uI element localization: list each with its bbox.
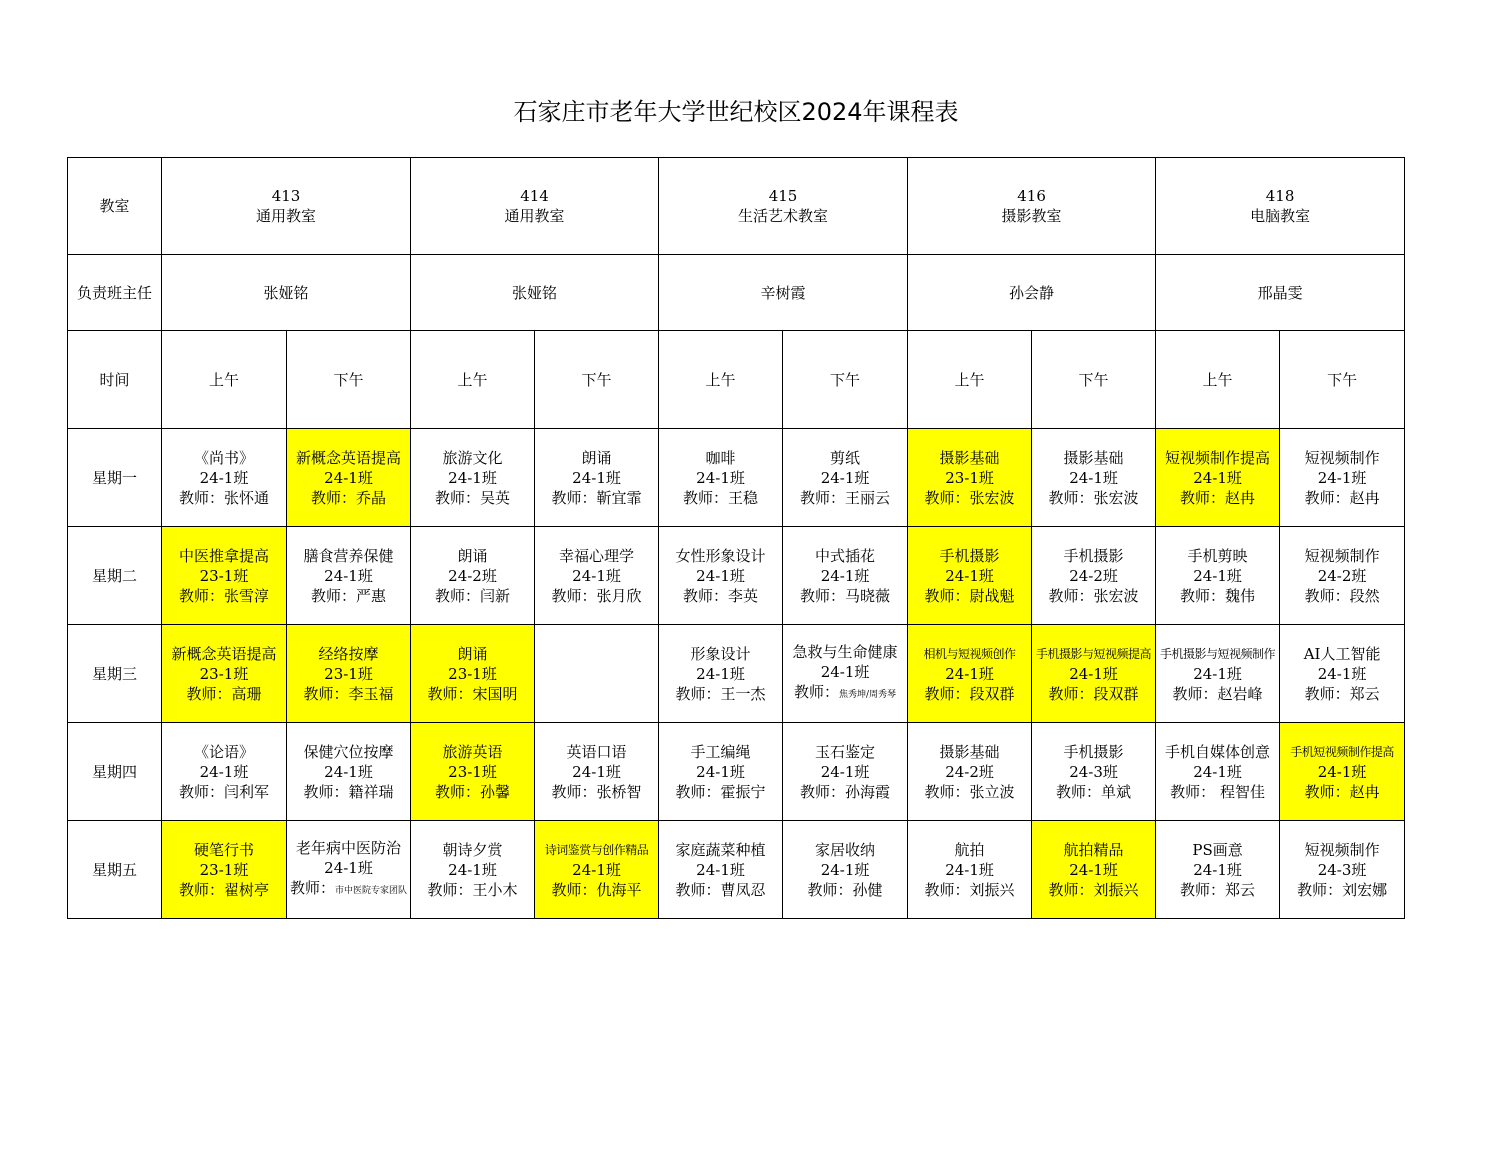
- head-teacher-label: 负责班主任: [68, 255, 162, 331]
- teacher-name: [1280, 782, 1404, 802]
- course-name: 家庭蔬菜种植: [675, 840, 766, 859]
- course-cell: [783, 527, 908, 625]
- teacher-prefix: 教师：: [794, 683, 840, 701]
- class-code: 23-1班: [448, 664, 497, 683]
- class-code: 24-1班: [572, 468, 621, 487]
- teacher-name: [535, 880, 658, 900]
- class-code: 24-1班: [945, 566, 994, 585]
- course-cell: [287, 625, 411, 723]
- teacher-prefix: 教师：张桥智: [551, 782, 642, 801]
- teacher-prefix: 教师：王小木: [427, 880, 518, 899]
- course-name: 手机摄影: [1063, 546, 1124, 565]
- teacher-prefix: 教师：张宏波: [1048, 586, 1139, 605]
- course-cell: [659, 723, 783, 821]
- class-code: 24-1班: [448, 468, 497, 487]
- room-header: [162, 158, 411, 255]
- teacher-prefix: 教师：马晓薇: [800, 586, 891, 605]
- teacher-name: [411, 684, 534, 704]
- course-cell: [162, 625, 287, 723]
- room-row: [68, 158, 1405, 255]
- class-code: 24-1班: [324, 762, 373, 781]
- class-code: 24-1班: [820, 860, 870, 879]
- teacher-name: [287, 586, 410, 606]
- course-name: 形象设计: [690, 644, 751, 663]
- head-teacher-name: 孙会静: [908, 255, 1156, 331]
- teacher-name: [1280, 684, 1404, 704]
- class-code: 24-1班: [1193, 762, 1242, 781]
- teacher-name: [1280, 586, 1404, 606]
- period-cell: 下午: [1280, 331, 1405, 429]
- teacher-name: [659, 684, 782, 704]
- course-name: 手工编绳: [690, 742, 751, 761]
- course-cell: [411, 625, 535, 723]
- class-code: 24-1班: [1069, 664, 1118, 683]
- course-name: 手机摄影与短视频制作: [1160, 646, 1276, 661]
- class-code: 24-1班: [696, 664, 745, 683]
- teacher-name: [659, 586, 782, 606]
- class-code: 24-1班: [945, 664, 994, 683]
- teacher-prefix: 教师：高珊: [186, 684, 262, 703]
- class-code: 24-1班: [1193, 664, 1242, 683]
- teacher-prefix: 教师：王稳: [683, 488, 759, 507]
- teacher-name: [1156, 880, 1279, 900]
- class-code: 24-1班: [572, 762, 621, 781]
- course-name: 旅游英语: [442, 742, 503, 761]
- day-label: 星期四: [68, 723, 162, 821]
- class-code: 24-1班: [572, 860, 621, 879]
- teacher-prefix: 教师：籍祥瑞: [303, 782, 394, 801]
- teacher-prefix: 教师：孙馨: [435, 782, 511, 801]
- course-name: PS画意: [1192, 840, 1243, 859]
- class-code: 24-1班: [324, 859, 373, 877]
- head-teacher-name: 邢晶雯: [1156, 255, 1405, 331]
- course-name: 咖啡: [705, 448, 736, 467]
- class-code: 24-1班: [945, 860, 994, 879]
- teacher-name: [908, 488, 1031, 508]
- teacher-prefix: 教师：: [289, 879, 335, 897]
- teacher-name: [1156, 782, 1279, 802]
- course-cell: [1280, 429, 1405, 527]
- teacher-name: [162, 880, 286, 900]
- period-cell: 下午: [287, 331, 411, 429]
- teacher-name: [1280, 880, 1404, 900]
- room-number: 415: [768, 187, 798, 205]
- course-cell: [1032, 821, 1156, 919]
- class-code: 24-1班: [199, 762, 249, 781]
- teacher-name: [783, 488, 907, 508]
- teacher-prefix: 教师：张宏波: [1048, 488, 1139, 507]
- day-row: [68, 429, 1405, 527]
- teacher-prefix: 教师：曹凤忍: [675, 880, 766, 899]
- class-code: 23-1班: [945, 468, 994, 487]
- course-cell: [1156, 723, 1280, 821]
- teacher-name: [1032, 782, 1155, 802]
- teacher-name: [287, 488, 410, 508]
- teacher-prefix: 教师：宋国明: [427, 684, 518, 703]
- day-label: 星期一: [68, 429, 162, 527]
- class-code: 23-1班: [199, 664, 249, 683]
- course-cell: [162, 723, 287, 821]
- course-cell: [1280, 625, 1405, 723]
- class-code: 24-1班: [696, 566, 745, 585]
- course-cell: [535, 429, 659, 527]
- teacher-name: [783, 880, 907, 900]
- course-name: 短视频制作: [1304, 840, 1380, 859]
- course-name: 硬笔行书: [193, 840, 254, 859]
- course-cell: [1156, 527, 1280, 625]
- course-name: 短视频制作: [1304, 448, 1380, 467]
- teacher-name: [162, 586, 286, 606]
- course-cell: [287, 527, 411, 625]
- course-cell: [908, 625, 1032, 723]
- course-name: 中医推拿提高: [178, 546, 269, 565]
- class-code: 24-1班: [1069, 860, 1118, 879]
- course-name: 短视频制作提高: [1165, 448, 1271, 467]
- room-name: 通用教室: [504, 207, 565, 225]
- teacher-name: [287, 684, 410, 704]
- teacher-name: [908, 880, 1031, 900]
- teacher-prefix: 教师：赵冉: [1304, 782, 1380, 801]
- course-name: 摄影基础: [939, 742, 1000, 761]
- course-cell: [1032, 625, 1156, 723]
- class-code: 24-1班: [324, 566, 373, 585]
- course-name: 家居收纳: [815, 840, 876, 859]
- teacher-prefix: 教师：刘振兴: [924, 880, 1015, 899]
- teacher-prefix: 教师：段双群: [924, 684, 1015, 703]
- course-name: 航拍: [954, 840, 985, 859]
- course-name: 手机剪映: [1187, 546, 1248, 565]
- teacher-prefix: 教师：闫新: [435, 586, 511, 605]
- room-number: 416: [1017, 187, 1046, 205]
- course-name: 保健穴位按摩: [303, 742, 394, 761]
- course-cell: [411, 821, 535, 919]
- teacher-prefix: 教师：王丽云: [800, 488, 891, 507]
- teacher-name: [287, 782, 410, 802]
- page-title: 石家庄市老年大学世纪校区2024年课程表: [513, 98, 959, 126]
- teacher-prefix: 教师：刘振兴: [1048, 880, 1139, 899]
- course-name: 幸福心理学: [559, 546, 635, 565]
- course-name: 老年病中医防治: [296, 839, 402, 857]
- day-label: 星期三: [68, 625, 162, 723]
- course-cell: [535, 723, 659, 821]
- teacher-name: [411, 488, 534, 508]
- teacher-prefix: 教师：闫利军: [178, 782, 269, 801]
- period-cell: 下午: [783, 331, 908, 429]
- course-cell: [659, 527, 783, 625]
- teacher-prefix: 教师：李玉福: [303, 684, 394, 703]
- course-cell: [287, 723, 411, 821]
- class-code: 24-1班: [1317, 468, 1367, 487]
- teacher-prefix: 教师：赵冉: [1304, 488, 1380, 507]
- course-cell: [1156, 821, 1280, 919]
- class-code: 24-1班: [1193, 468, 1242, 487]
- course-name: 摄影基础: [1063, 448, 1124, 467]
- teacher-name: [287, 878, 410, 901]
- teacher-prefix: 教师：霍振宁: [675, 782, 766, 801]
- teacher-prefix: 教师：刘宏娜: [1297, 880, 1388, 899]
- course-cell: [287, 429, 411, 527]
- teacher-prefix: 教师：郑云: [1180, 880, 1256, 899]
- room-header: [659, 158, 908, 255]
- teacher-prefix: 教师：张宏波: [924, 488, 1015, 507]
- head-teacher-name: 辛树霞: [659, 255, 908, 331]
- class-code: 23-1班: [199, 860, 249, 879]
- course-cell: [659, 625, 783, 723]
- course-cell: [783, 625, 908, 723]
- teacher-name: [659, 782, 782, 802]
- teacher-prefix: 教师：张怀通: [178, 488, 269, 507]
- course-cell: [1156, 429, 1280, 527]
- class-code: 24-1班: [1069, 468, 1118, 487]
- class-code: 24-1班: [1317, 762, 1367, 781]
- teacher-name: [1032, 880, 1155, 900]
- teacher-prefix: 教师：魏伟: [1180, 586, 1256, 605]
- course-name: 新概念英语提高: [296, 448, 402, 467]
- class-code: 23-1班: [448, 762, 497, 781]
- course-cell: [659, 429, 783, 527]
- teacher-detail: 焦秀坤/周秀琴: [839, 690, 897, 700]
- teacher-prefix: 教师：仇海平: [551, 880, 642, 899]
- room-header: [411, 158, 659, 255]
- course-cell: [908, 527, 1032, 625]
- teacher-name: [783, 586, 907, 606]
- teacher-name: [659, 488, 782, 508]
- class-code: 24-1班: [696, 468, 745, 487]
- class-code: 24-1班: [820, 566, 870, 585]
- teacher-prefix: 教师：孙海霞: [800, 782, 891, 801]
- course-cell: [411, 723, 535, 821]
- course-cell: [908, 723, 1032, 821]
- teacher-prefix: 教师：赵岩峰: [1172, 684, 1263, 703]
- course-cell: [783, 821, 908, 919]
- teacher-prefix: 教师：单斌: [1056, 782, 1132, 801]
- teacher-prefix: 教师：段双群: [1048, 684, 1139, 703]
- period-cell: 上午: [411, 331, 535, 429]
- teacher-name: [783, 682, 907, 705]
- course-cell: [1032, 723, 1156, 821]
- day-label: 星期五: [68, 821, 162, 919]
- class-code: 24-3班: [1317, 860, 1367, 879]
- teacher-name: [411, 880, 534, 900]
- day-row: [68, 625, 1405, 723]
- course-name: 膳食营养保健: [303, 546, 394, 565]
- period-cell: 上午: [1156, 331, 1280, 429]
- course-cell: [162, 821, 287, 919]
- course-cell: [411, 527, 535, 625]
- teacher-detail: 市中医院专家团队: [335, 886, 408, 896]
- class-code: 24-1班: [448, 860, 497, 879]
- course-name: 旅游文化: [442, 448, 503, 467]
- course-name: 手机摄影: [939, 546, 1000, 565]
- time-label: 时间: [68, 331, 162, 429]
- course-name: 诗词鉴赏与创作精品: [544, 842, 649, 857]
- course-name: 朗诵: [457, 546, 488, 565]
- class-code: 24-1班: [1193, 566, 1242, 585]
- room-header: [908, 158, 1156, 255]
- teacher-prefix: 教师：尉战魁: [924, 586, 1015, 605]
- teacher-name: [1032, 684, 1155, 704]
- day-label: 星期二: [68, 527, 162, 625]
- class-code: 24-1班: [324, 468, 373, 487]
- course-cell: [535, 527, 659, 625]
- teacher-name: [411, 782, 534, 802]
- class-code: 24-2班: [1317, 566, 1367, 585]
- course-cell: [535, 625, 659, 723]
- teacher-prefix: 教师：段然: [1304, 586, 1380, 605]
- teacher-name: [783, 782, 907, 802]
- teacher-prefix: 教师： 程智佳: [1170, 782, 1265, 801]
- class-code: 24-2班: [1069, 566, 1118, 585]
- period-cell: 上午: [659, 331, 783, 429]
- room-name: 生活艺术教室: [738, 207, 829, 225]
- period-cell: 上午: [162, 331, 287, 429]
- course-cell: [783, 429, 908, 527]
- day-row: [68, 723, 1405, 821]
- head-teacher-row: [68, 255, 1405, 331]
- course-cell: [908, 429, 1032, 527]
- class-code: 23-1班: [199, 566, 249, 585]
- course-cell: [1032, 429, 1156, 527]
- course-cell: [535, 821, 659, 919]
- time-row: [68, 331, 1405, 429]
- course-name: 手机短视频制作提高: [1290, 744, 1394, 759]
- course-name: 《论语》: [193, 742, 254, 761]
- teacher-name: [1032, 586, 1155, 606]
- room-number: 418: [1265, 187, 1295, 205]
- teacher-prefix: 教师：郑云: [1304, 684, 1380, 703]
- teacher-name: [535, 586, 658, 606]
- teacher-prefix: 教师：乔晶: [311, 488, 387, 507]
- room-label: 教室: [68, 158, 162, 255]
- course-name: 手机自媒体创意: [1165, 742, 1271, 761]
- class-code: 24-1班: [1193, 860, 1242, 879]
- teacher-name: [535, 488, 658, 508]
- course-cell: [162, 527, 287, 625]
- teacher-name: [162, 488, 286, 508]
- room-name: 摄影教室: [1001, 207, 1062, 225]
- course-name: 相机与短视频创作: [923, 646, 1016, 661]
- course-name: 女性形象设计: [675, 546, 766, 565]
- teacher-prefix: 教师：翟树亭: [178, 880, 269, 899]
- room-number: 413: [271, 187, 301, 205]
- period-cell: 下午: [1032, 331, 1156, 429]
- course-name: 经络按摩: [318, 644, 379, 663]
- course-name: 中式插花: [815, 546, 876, 565]
- course-name: 剪纸: [830, 448, 861, 467]
- course-cell: [1156, 625, 1280, 723]
- schedule-table: [67, 157, 1405, 919]
- course-name: AI人工智能: [1303, 644, 1381, 663]
- teacher-prefix: 教师：王一杰: [675, 684, 766, 703]
- teacher-prefix: 教师：靳宜霏: [551, 488, 642, 507]
- class-code: 24-1班: [572, 566, 621, 585]
- teacher-name: [1280, 488, 1404, 508]
- course-cell: [411, 429, 535, 527]
- class-code: 24-1班: [199, 468, 249, 487]
- course-cell: [1032, 527, 1156, 625]
- class-code: 24-1班: [820, 468, 870, 487]
- course-name: 新概念英语提高: [171, 644, 277, 663]
- course-name: 摄影基础: [939, 448, 1000, 467]
- period-cell: 上午: [908, 331, 1032, 429]
- teacher-name: [908, 586, 1031, 606]
- course-name: 朗诵: [581, 448, 612, 467]
- teacher-prefix: 教师：严惠: [311, 586, 387, 605]
- teacher-prefix: 教师：张立波: [924, 782, 1015, 801]
- class-code: 24-1班: [1317, 664, 1367, 683]
- teacher-name: [908, 782, 1031, 802]
- class-code: 24-1班: [696, 860, 745, 879]
- teacher-prefix: 教师：张月欣: [551, 586, 642, 605]
- class-code: 24-1班: [820, 663, 870, 681]
- course-name: 英语口语: [566, 742, 627, 761]
- course-name: 手机摄影: [1063, 742, 1124, 761]
- teacher-name: [659, 880, 782, 900]
- teacher-name: [411, 586, 534, 606]
- teacher-prefix: 教师：孙健: [807, 880, 883, 899]
- course-name: 《尚书》: [193, 448, 254, 467]
- course-name: 朝诗夕赏: [442, 840, 503, 859]
- class-code: 24-2班: [448, 566, 497, 585]
- course-cell: [287, 821, 411, 919]
- course-name: 手机摄影与短视频提高: [1036, 646, 1152, 661]
- room-name: 电脑教室: [1250, 207, 1311, 225]
- room-header: [1156, 158, 1405, 255]
- teacher-name: [535, 782, 658, 802]
- class-code: 24-1班: [696, 762, 745, 781]
- teacher-prefix: 教师：李英: [683, 586, 759, 605]
- teacher-name: [908, 684, 1031, 704]
- day-row: [68, 527, 1405, 625]
- course-name: 朗诵: [457, 644, 488, 663]
- course-cell: [908, 821, 1032, 919]
- teacher-name: [1032, 488, 1155, 508]
- course-cell: [1280, 821, 1405, 919]
- teacher-prefix: 教师：赵冉: [1180, 488, 1256, 507]
- teacher-name: [162, 782, 286, 802]
- period-cell: 下午: [535, 331, 659, 429]
- room-number: 414: [520, 187, 549, 205]
- course-cell: [162, 429, 287, 527]
- course-name: 急救与生命健康: [792, 643, 898, 661]
- room-name: 通用教室: [256, 207, 317, 225]
- class-code: 24-1班: [820, 762, 870, 781]
- teacher-name: [1156, 488, 1279, 508]
- course-cell: [659, 821, 783, 919]
- head-teacher-name: 张娅铭: [411, 255, 659, 331]
- course-cell: [1280, 527, 1405, 625]
- class-code: 23-1班: [324, 664, 373, 683]
- course-name: 航拍精品: [1063, 840, 1124, 859]
- teacher-name: [1156, 586, 1279, 606]
- teacher-name: [162, 684, 286, 704]
- course-name: 短视频制作: [1304, 546, 1380, 565]
- course-cell: [1280, 723, 1405, 821]
- head-teacher-name: 张娅铭: [162, 255, 411, 331]
- course-name: 玉石鉴定: [815, 742, 876, 761]
- teacher-prefix: 教师：张雪淳: [178, 586, 269, 605]
- class-code: 24-2班: [945, 762, 994, 781]
- teacher-name: [1156, 684, 1279, 704]
- class-code: 24-3班: [1069, 762, 1118, 781]
- course-cell: [783, 723, 908, 821]
- teacher-prefix: 教师：吴英: [435, 488, 511, 507]
- day-row: [68, 821, 1405, 919]
